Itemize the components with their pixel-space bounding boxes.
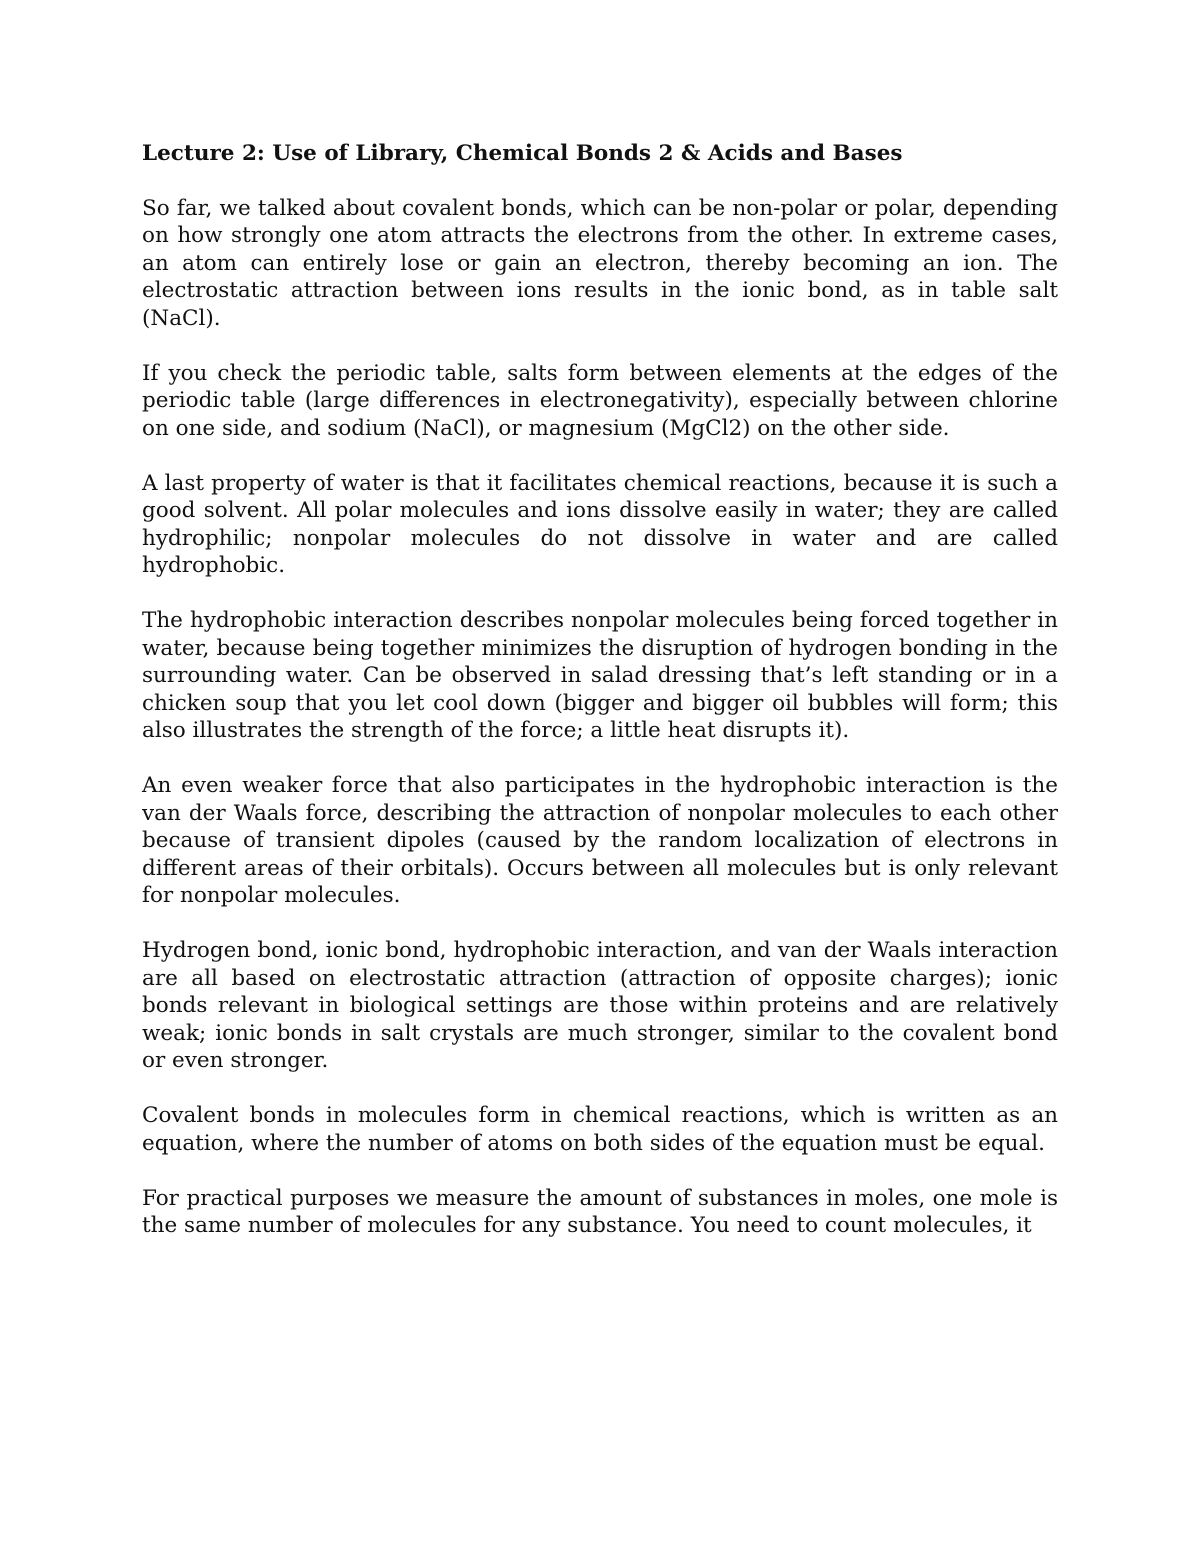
paragraph-covalent-ionic-bonds: So far, we talked about covalent bonds, which can be non-polar or polar, depending on how strongly one atom attracts the electrons from the other. In extreme cases, an atom can entirely lose or gain an electron, thereby becoming an ion. The electrostatic attraction between ions results in the ionic bond, as in table salt (NaCl). (142, 195, 1058, 331)
paragraph-moles: For practical purposes we measure the amount of substances in moles, one mole is the same number of molecules for any substance. You need to count molecules, it (142, 1185, 1058, 1238)
paragraph-water-solvent: A last property of water is that it facilitates chemical reactions, because it is such a good solvent. All polar molecules and ions dissolve easily in water; they are called hydrophilic; nonpolar molecules do not dissolve in water and are called hydrophobic. (142, 470, 1058, 578)
document-title: Lecture 2: Use of Library, Chemical Bonds 2 & Acids and Bases (142, 141, 903, 166)
paragraph-hydrophobic-interaction: The hydrophobic interaction describes nonpolar molecules being forced together in water, because being together minimizes the disruption of hydrogen bonding in the surrounding water. Can be observed in salad dressing that’s left standing or in a chicken soup that you let cool down (bigger and bigger oil bubbles will form; this also illustrates the strength of the force; a little heat disrupts it). (142, 608, 1058, 743)
paragraph-chemical-reactions: Covalent bonds in molecules form in chemical reactions, which is written as an equation, where the number of atoms on both sides of the equation must be equal. (142, 1103, 1058, 1156)
paragraph-electrostatic-attraction: Hydrogen bond, ionic bond, hydrophobic interaction, and van der Waals interaction are all based on electrostatic attraction (attraction of opposite charges); ionic bonds relevant in biological settings are those within proteins and are relatively weak; ionic bonds in salt crystals are much stronger, similar to the covalent bond or even stronger. (142, 938, 1058, 1073)
document-page (142, 140, 1058, 1267)
paragraph-van-der-waals: An even weaker force that also participates in the hydrophobic interaction is the van der Waals force, describing the attraction of nonpolar molecules to each other because of transient dipoles (caused by the random localization of electrons in different areas of their orbitals). Occurs between all molecules but is only relevant for nonpolar molecules. (142, 773, 1058, 908)
paragraph-periodic-table-salts: If you check the periodic table, salts form between elements at the edges of the periodic table (large differences in electronegativity), especially between chlorine on one side, and sodium (NaCl), or magnesium (MgCl2) on the other side. (142, 360, 1058, 441)
